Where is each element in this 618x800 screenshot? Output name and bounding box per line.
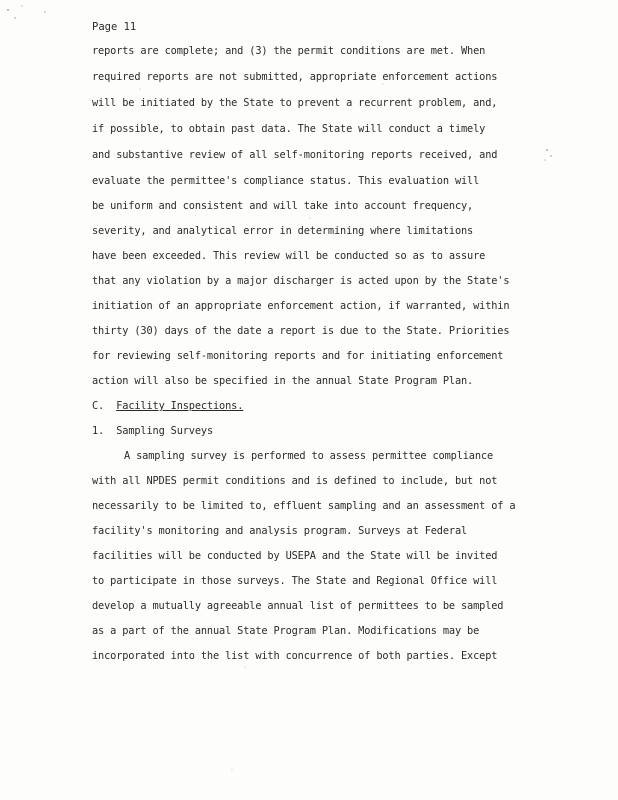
paragraph-line: reports are complete; and (3) the permit conditions are met. When bbox=[92, 45, 486, 57]
paragraph-line: for reviewing self-monitoring reports and for initiating enforcement bbox=[92, 350, 504, 362]
paragraph-line: and substantive review of all self-monitoring reports received, and bbox=[92, 149, 498, 161]
paragraph-line: A sampling survey is performed to assess permittee compliance bbox=[124, 450, 494, 462]
paragraph-line: necessarily to be limited to, effluent sampling and an assessment of a bbox=[92, 500, 516, 512]
paragraph-line: as a part of the annual State Program Plan. Modifications may be bbox=[92, 625, 480, 637]
paragraph-line: if possible, to obtain past data. The State will conduct a timely bbox=[92, 123, 486, 135]
page-number: Page 11 bbox=[92, 21, 137, 33]
paragraph-line: be uniform and consistent and will take into account frequency, bbox=[92, 200, 474, 212]
paragraph-line: action will also be specified in the annual State Program Plan. bbox=[92, 375, 474, 387]
paragraph-line: incorporated into the list with concurrence of both parties. Except bbox=[92, 650, 498, 662]
paragraph-line: with all NPDES permit conditions and is defined to include, but not bbox=[92, 475, 498, 487]
subsection-number: 1. bbox=[92, 425, 105, 437]
paragraph-line: evaluate the permittee's compliance status. This evaluation will bbox=[92, 175, 480, 187]
section-heading bbox=[92, 400, 532, 412]
paragraph-line: initiation of an appropriate enforcement action, if warranted, within bbox=[92, 300, 510, 312]
paragraph-line: facility's monitoring and analysis program. Surveys at Federal bbox=[92, 525, 468, 537]
section-title: Facility Inspections. bbox=[116, 400, 244, 412]
paragraph-line: severity, and analytical error in determining where limitations bbox=[92, 225, 474, 237]
paragraph-line: required reports are not submitted, appropriate enforcement actions bbox=[92, 71, 498, 83]
paragraph-line: facilities will be conducted by USEPA and the State will be invited bbox=[92, 550, 498, 562]
paragraph-line: will be initiated by the State to prevent a recurrent problem, and, bbox=[92, 97, 498, 109]
paragraph-line: to participate in those surveys. The State and Regional Office will bbox=[92, 575, 498, 587]
paragraph-line: have been exceeded. This review will be conducted so as to assure bbox=[92, 250, 486, 262]
paragraph-line: thirty (30) days of the date a report is due to the State. Priorities bbox=[92, 325, 510, 337]
subsection-title: Sampling Surveys bbox=[116, 425, 214, 437]
paragraph-line: develop a mutually agreeable annual list of permittees to be sampled bbox=[92, 600, 504, 612]
paragraph-line: that any violation by a major discharger is acted upon by the State's bbox=[92, 275, 510, 287]
subsection-heading bbox=[92, 425, 532, 437]
section-letter: C. bbox=[92, 400, 105, 412]
